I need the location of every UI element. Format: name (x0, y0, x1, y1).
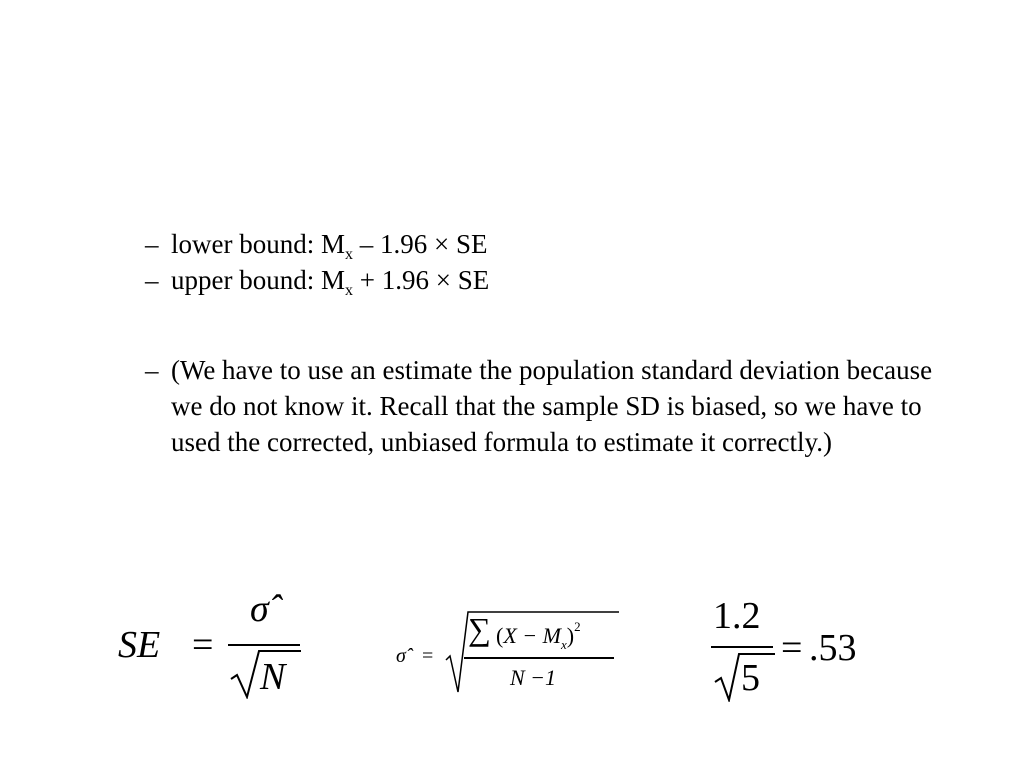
bullet-dash: – (145, 265, 159, 295)
equals-sign: = (192, 624, 214, 666)
bullet-note (145, 352, 945, 460)
fraction-bar (711, 646, 773, 648)
lower-bound-suffix: – 1.96 × SE (352, 229, 488, 259)
bullet-dash: – (145, 229, 159, 259)
mean-subscript: x (560, 637, 567, 652)
sum-numerator (496, 619, 581, 653)
result-numerator: 1.2 (713, 595, 761, 637)
upper-bound-subscript: x (344, 282, 353, 299)
equals-sign: = (781, 627, 803, 669)
lower-bound-prefix: lower bound: M (171, 229, 345, 259)
bullet-dash: – (145, 355, 159, 385)
upper-bound-prefix: upper bound: M (171, 265, 345, 295)
upper-bound-suffix: + 1.96 × SE (352, 265, 490, 295)
sigma-hat-symbol: σ̂ (396, 645, 406, 667)
result-denominator: 5 (741, 657, 760, 699)
formula-result (705, 590, 880, 710)
note-text: (We have to use an estimate the population standard deviation because we do not know it. Recall that the sample SD is biased, so we have to used the corrected, unbiased formula to estimate it correctly.) (171, 355, 933, 457)
fraction-bar (228, 644, 300, 646)
sigma-hat-numerator: σ̂ (250, 588, 269, 630)
bullet-list (145, 226, 945, 460)
n-minus-one-denominator: N −1 (510, 665, 557, 690)
formula-sigma-hat (392, 605, 632, 705)
n-denominator: N (260, 656, 286, 698)
square-exponent: 2 (574, 619, 581, 634)
close-paren: ) (566, 623, 575, 648)
deviation-expression: X − M (503, 623, 561, 648)
se-symbol: SE (118, 624, 161, 666)
summation-symbol: ∑ (468, 611, 491, 647)
equals-sign: = (422, 645, 434, 667)
bullet-lower-bound (145, 226, 945, 262)
result-value: .53 (809, 627, 857, 669)
open-paren: ( (496, 623, 504, 648)
fraction-bar (464, 657, 614, 659)
formula-standard-error (112, 585, 312, 705)
lower-bound-subscript: x (344, 246, 353, 263)
bullet-upper-bound (145, 262, 945, 298)
